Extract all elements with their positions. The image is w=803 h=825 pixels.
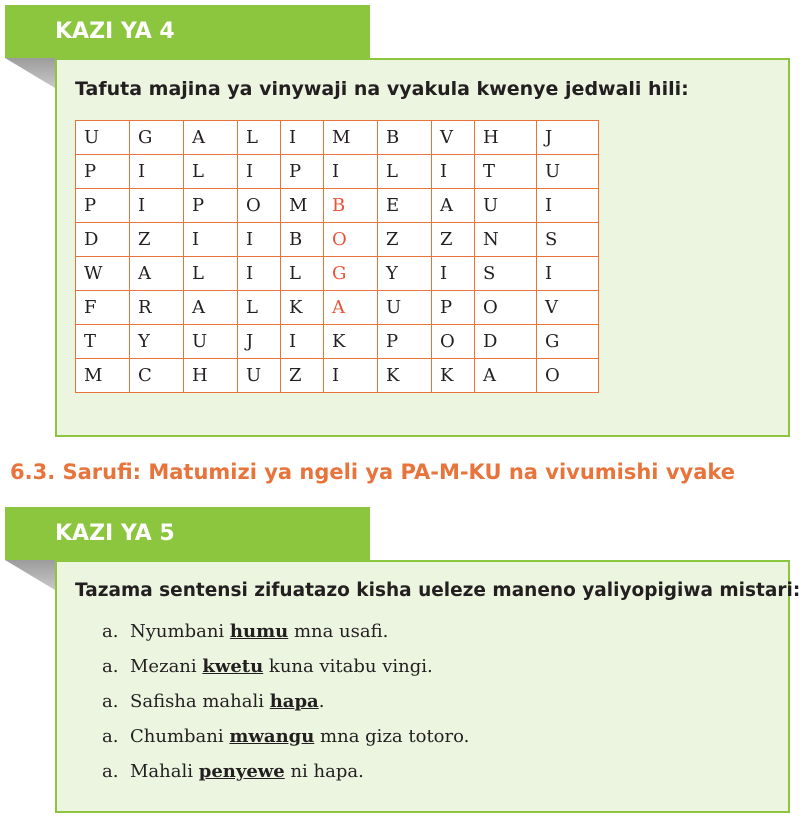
grid-cell: O [432,325,475,359]
grid-cell: B [378,121,432,155]
grid-cell: J [537,121,599,155]
sentence-text: Mezani [130,656,203,677]
grid-cell: K [324,325,378,359]
grid-cell: L [238,121,281,155]
sentence-text: . [318,691,325,712]
kazi5-tab-fold [5,560,55,590]
grid-cell: P [184,189,238,223]
grid-cell: B [324,189,378,223]
grid-cell: I [238,155,281,189]
grid-cell: R [130,291,184,325]
grid-row [76,121,599,155]
grid-cell: K [281,291,324,325]
grid-cell: K [432,359,475,393]
grid-cell: O [475,291,537,325]
list-marker: a. [102,726,119,747]
grid-cell: U [238,359,281,393]
grid-cell: I [184,223,238,257]
grid-cell: U [475,189,537,223]
grid-cell: U [537,155,599,189]
grid-cell: I [432,155,475,189]
grid-cell: A [184,291,238,325]
sentence-text: ni hapa. [284,761,364,782]
grid-cell: F [76,291,130,325]
grid-cell: U [76,121,130,155]
grid-cell: S [475,257,537,291]
kazi4-instruction: Tafuta majina ya vinywaji na vyakula kwenye jedwali hili: [75,78,689,100]
grid-cell: L [184,155,238,189]
list-marker: a. [102,761,119,782]
grid-cell: L [238,291,281,325]
grid-cell: W [76,257,130,291]
grid-cell: Z [432,223,475,257]
kazi5-panel [55,560,801,813]
grid-cell: I [130,155,184,189]
underlined-keyword: kwetu [202,656,264,677]
underlined-keyword: humu [229,621,289,642]
sentence-text: Safisha mahali [130,691,270,712]
sentence-text: mna usafi. [288,621,389,642]
grid-cell: N [475,223,537,257]
kazi4-tab-label: KAZI YA 4 [55,19,175,44]
grid-cell: I [324,155,378,189]
grid-cell: I [324,359,378,393]
grid-cell: Z [130,223,184,257]
grid-cell: M [281,189,324,223]
grid-cell: I [238,257,281,291]
grid-cell: G [537,325,599,359]
grid-cell: L [378,155,432,189]
sentence-text: Nyumbani [130,621,230,642]
grid-cell: A [324,291,378,325]
grid-cell: Z [378,223,432,257]
grid-cell: P [432,291,475,325]
grid-cell: A [184,121,238,155]
grid-cell: G [130,121,184,155]
sentence-text: Chumbani [130,726,230,747]
kazi5-tab [5,507,370,560]
grid-cell: P [76,189,130,223]
grid-cell: U [184,325,238,359]
grid-cell: L [281,257,324,291]
grid-cell: A [432,189,475,223]
underlined-keyword: hapa [269,691,319,712]
grid-cell: I [281,121,324,155]
grid-cell: L [184,257,238,291]
grid-row [76,189,599,223]
grid-cell: O [238,189,281,223]
kazi4-panel [55,58,790,437]
grid-cell: Y [378,257,432,291]
underlined-keyword: penyewe [198,761,285,782]
grid-cell: U [378,291,432,325]
grid-row [76,291,599,325]
grid-row [76,155,599,189]
grid-cell: G [324,257,378,291]
sentence-text: mna giza totoro. [314,726,470,747]
grid-cell: O [324,223,378,257]
grid-cell: P [76,155,130,189]
list-item [102,652,469,687]
grid-cell: M [324,121,378,155]
grid-cell: H [475,121,537,155]
grid-cell: I [130,189,184,223]
grid-cell: M [76,359,130,393]
list-item [102,722,469,757]
underlined-keyword: mwangu [229,726,315,747]
kazi4-tab-fold [5,58,55,88]
list-item [102,617,469,652]
list-marker: a. [102,656,119,677]
grid-cell: A [130,257,184,291]
grid-cell: O [537,359,599,393]
word-search-grid [75,120,599,393]
sentence-list [102,617,469,792]
kazi5-instruction: Tazama sentensi zifuatazo kisha ueleze maneno yaliyopigiwa mistari: [75,580,801,601]
list-item [102,757,469,792]
grid-cell: A [475,359,537,393]
grid-cell: T [475,155,537,189]
grid-cell: I [281,325,324,359]
grid-cell: V [432,121,475,155]
grid-cell: I [432,257,475,291]
grid-cell: J [238,325,281,359]
grid-cell: I [537,257,599,291]
sentence-text: kuna vitabu vingi. [263,656,433,677]
grid-cell: T [76,325,130,359]
grid-cell: D [76,223,130,257]
list-marker: a. [102,621,119,642]
grid-cell: S [537,223,599,257]
grid-cell: K [378,359,432,393]
kazi5-tab-label: KAZI YA 5 [55,521,175,546]
grid-cell: I [238,223,281,257]
grid-cell: Z [281,359,324,393]
grid-cell: V [537,291,599,325]
list-item [102,687,469,722]
grid-cell: P [378,325,432,359]
grid-row [76,257,599,291]
kazi4-tab [5,5,370,58]
grid-row [76,325,599,359]
grid-cell: D [475,325,537,359]
grid-cell: I [537,189,599,223]
grid-cell: C [130,359,184,393]
grid-row [76,359,599,393]
sentence-text: Mahali [130,761,199,782]
grid-cell: E [378,189,432,223]
list-marker: a. [102,691,119,712]
grid-cell: B [281,223,324,257]
section-heading: 6.3. Sarufi: Matumizi ya ngeli ya PA-M-KU na vivumishi vyake [10,460,736,484]
grid-cell: H [184,359,238,393]
grid-row [76,223,599,257]
grid-cell: P [281,155,324,189]
grid-cell: Y [130,325,184,359]
